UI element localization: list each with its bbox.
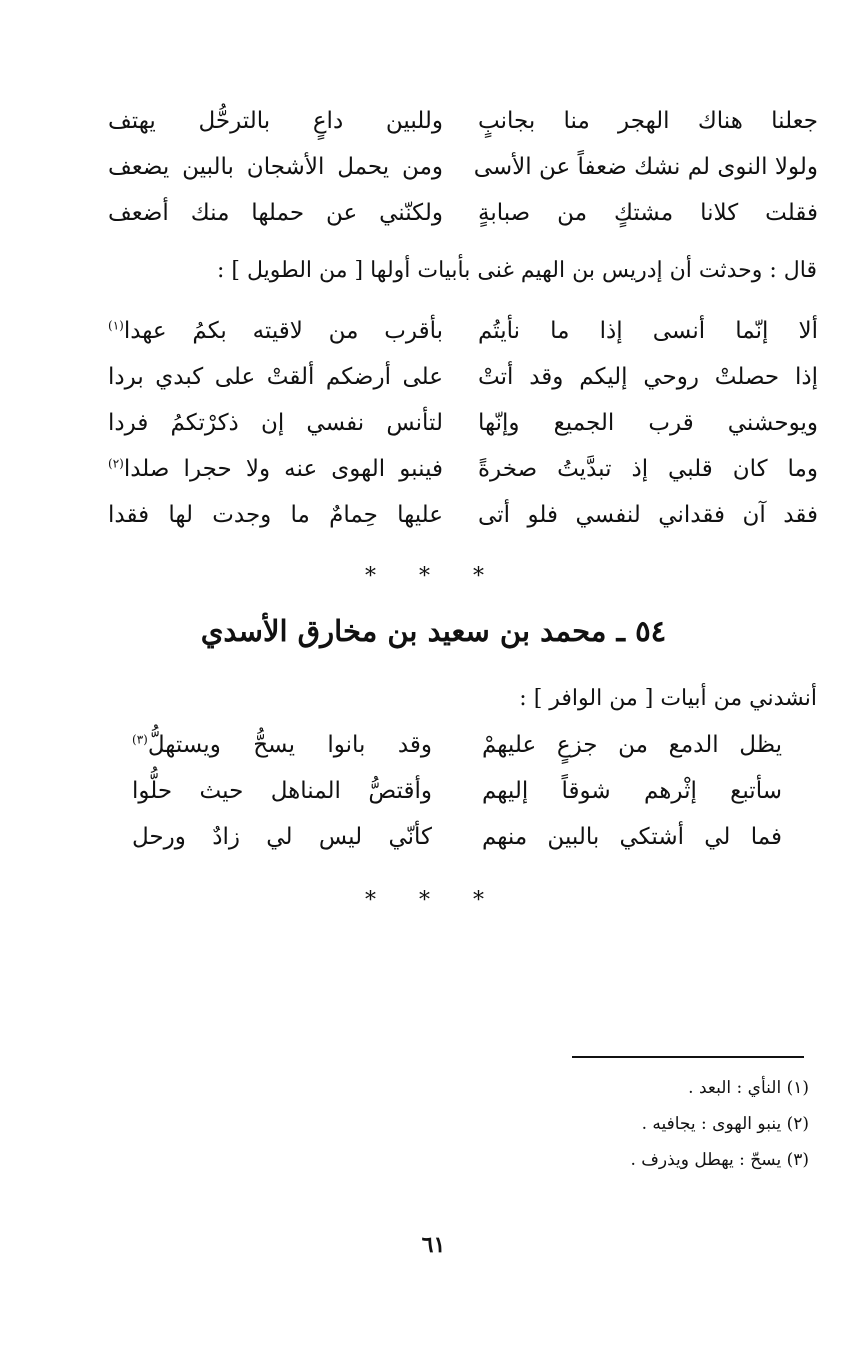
- hemistich-first: يظل الدمع من جزعٍ عليهمْ: [482, 732, 782, 758]
- hemistich-second: لتأنس نفسي إن ذكرْتكمُ فردا: [108, 410, 443, 436]
- hemistich-first: ولولا النوى لم نشك ضعفاً عن الأسى: [473, 154, 818, 180]
- verse-line: [108, 318, 818, 364]
- hemistich-first: فقلت كلانا مشتكٍ من صبابةٍ: [478, 200, 818, 226]
- footnote-marker: (٢): [108, 456, 124, 471]
- footnote-3: (٣) يسحّ : يهطل ويذرف .: [630, 1150, 809, 1170]
- hemistich-first: فما لي أشتكي بالبين منهم: [482, 824, 782, 850]
- hemistich-first: وما كان قلبي إذ تبدَّيتُ صخرةً: [478, 456, 818, 482]
- hemistich-first: فقد آن فقداني لنفسي فلو أتى: [478, 502, 818, 528]
- verse-line: [108, 502, 818, 548]
- hemistich-first: جعلنا هناك الهجر منا بجانبٍ: [478, 108, 818, 134]
- asterisk-separator: * * *: [365, 564, 502, 589]
- asterisk-separator: * * *: [365, 888, 502, 913]
- hemistich-second: ولكنّني عن حملها منك أضعف: [108, 200, 443, 226]
- hemistich-first: سأتبع إثْرهم شوقاً إليهم: [482, 778, 782, 804]
- hemistich-second: [132, 732, 432, 758]
- footnote-marker: (١): [108, 318, 124, 333]
- section-heading: ٥٤ ـ محمد بن سعيد بن مخارق الأسدي: [200, 614, 667, 648]
- hemistich-second: وأقتصُّ المناهل حيث حلُّوا: [132, 778, 432, 804]
- poem-block-3: [132, 732, 782, 870]
- hemistich-first: ويوحشني قرب الجميع وإنّها: [478, 410, 818, 436]
- hemistich-second: عليها حِمامٌ ما وجدت لها فقدا: [108, 502, 443, 528]
- verse-line: [108, 154, 818, 200]
- verse-line: [132, 732, 782, 778]
- hemistich-second: [108, 318, 443, 344]
- hemistich-text: بأقرب من لاقيته بكمُ عهدا: [123, 318, 443, 344]
- hemistich-second: ومن يحمل الأشجان بالبين يضعف: [108, 154, 443, 180]
- hemistich-second: وللبين داعٍ بالترحُّل يهتف: [108, 108, 443, 134]
- poem-block-2: [108, 318, 818, 548]
- footnote-marker: (٣): [132, 732, 148, 747]
- footnote-1: (١) النأي : البعد .: [688, 1078, 809, 1098]
- poem-block-1: [108, 108, 818, 246]
- hemistich-first: إذا حصلتْ روحي إليكم وقد أتتْ: [478, 364, 818, 390]
- hemistich-text: وقد بانوا يسحُّ ويستهلُّ: [147, 732, 432, 758]
- verse-line: [108, 456, 818, 502]
- footnote-2: (٢) ينبو الهوى : يجافيه .: [641, 1114, 809, 1134]
- footnote-rule: [572, 1056, 804, 1058]
- verse-line: [108, 410, 818, 456]
- verse-line: [132, 824, 782, 870]
- hemistich-second: كأنّي ليس لي زادٌ ورحل: [132, 824, 432, 850]
- hemistich-text: فينبو الهوى عنه ولا حجرا صلدا: [123, 456, 443, 482]
- hemistich-second: [108, 456, 443, 482]
- hemistich-second: على أرضكم ألقتْ على كبدي بردا: [108, 364, 443, 390]
- narration-intro-2: أنشدني من أبيات [ من الوافر ] :: [519, 686, 817, 711]
- narration-intro-1: قال : وحدثت أن إدريس بن الهيم غنى بأبيات أولها [ من الطويل ] :: [217, 258, 817, 283]
- verse-line: [108, 108, 818, 154]
- verse-line: [108, 200, 818, 246]
- hemistich-first: ألا إنّما أنسى إذا ما نأيتُم: [478, 318, 818, 344]
- verse-line: [108, 364, 818, 410]
- verse-line: [132, 778, 782, 824]
- page-number: ٦١: [421, 1232, 446, 1258]
